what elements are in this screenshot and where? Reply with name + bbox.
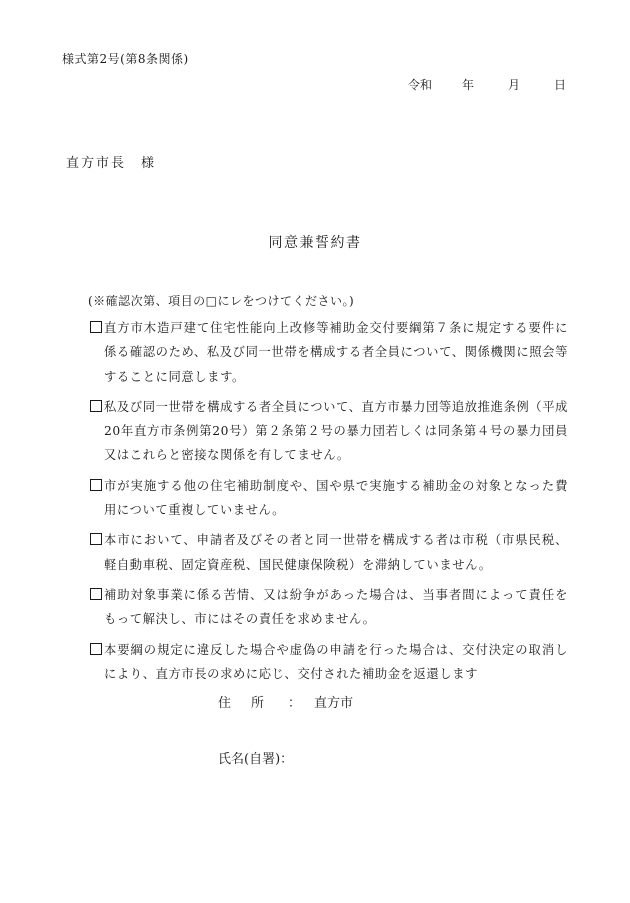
checkbox[interactable] [90, 533, 102, 545]
checkbox[interactable] [90, 643, 102, 655]
consent-item-3 [90, 474, 568, 523]
checkbox[interactable] [90, 479, 102, 491]
consent-items [90, 316, 568, 692]
consent-item-1 [90, 316, 568, 389]
instruction-note: (※確認次第、項目の□にレをつけてください。) [88, 294, 355, 308]
address-colon: ： [288, 696, 302, 711]
document-title: 同意兼誓約書 [268, 235, 362, 251]
signature-address [218, 692, 353, 711]
consent-item-text: 補助対象事業に係る苦情、又は紛争があった場合は、当事者間によって責任をもって解決し、市にはその責任を求めません。 [104, 587, 568, 627]
checkbox[interactable] [90, 400, 102, 412]
date-era: 令和 [407, 78, 432, 92]
consent-item-text: 直方市木造戸建て住宅性能向上改修等補助金交付要綱第７条に規定する要件に係る確認のため、私及び同一世帯を構成する者全員について、関係機関に照会等することに同意します。 [104, 321, 568, 384]
checkbox[interactable] [90, 321, 102, 333]
addressee: 直方市長 様 [66, 156, 157, 171]
checkbox[interactable] [90, 588, 102, 600]
consent-item-text: 市が実施する他の住宅補助制度や、国や県で実施する補助金の対象となった費用について重複していません。 [104, 478, 568, 518]
consent-item-5 [90, 583, 568, 632]
address-value[interactable]: 直方市 [314, 696, 354, 711]
consent-item-2 [90, 395, 568, 468]
date-month: 月 [507, 78, 520, 92]
date-line [408, 76, 566, 93]
form-number: 様式第2号(第8条関係) [62, 52, 189, 66]
consent-item-4 [90, 528, 568, 577]
consent-item-6 [90, 638, 568, 687]
consent-item-text: 本要綱の規定に違反した場合や虚偽の申請を行った場合は、交付決定の取消しにより、直方市長の求めに応じ、交付された補助金を返還します [104, 642, 568, 681]
address-label: 住所 [218, 696, 285, 711]
date-day: 日 [553, 78, 566, 92]
date-year: 年 [461, 78, 474, 92]
consent-item-text: 私及び同一世帯を構成する者全員について、直方市暴力団等追放推進条例（平成20年直方市条例第20号）第２条第２号の暴力団若しくは同条第４号の暴力団員又はこれらと密接な関係を有してません。 [104, 399, 568, 463]
consent-item-text: 本市において、申請者及びその者と同一世帯を構成する者は市税（市県民税、軽自動車税、固定資産税、国民健康保険税）を滞納していません。 [104, 533, 568, 572]
signature-name[interactable]: 氏名(自署)： [218, 752, 294, 767]
